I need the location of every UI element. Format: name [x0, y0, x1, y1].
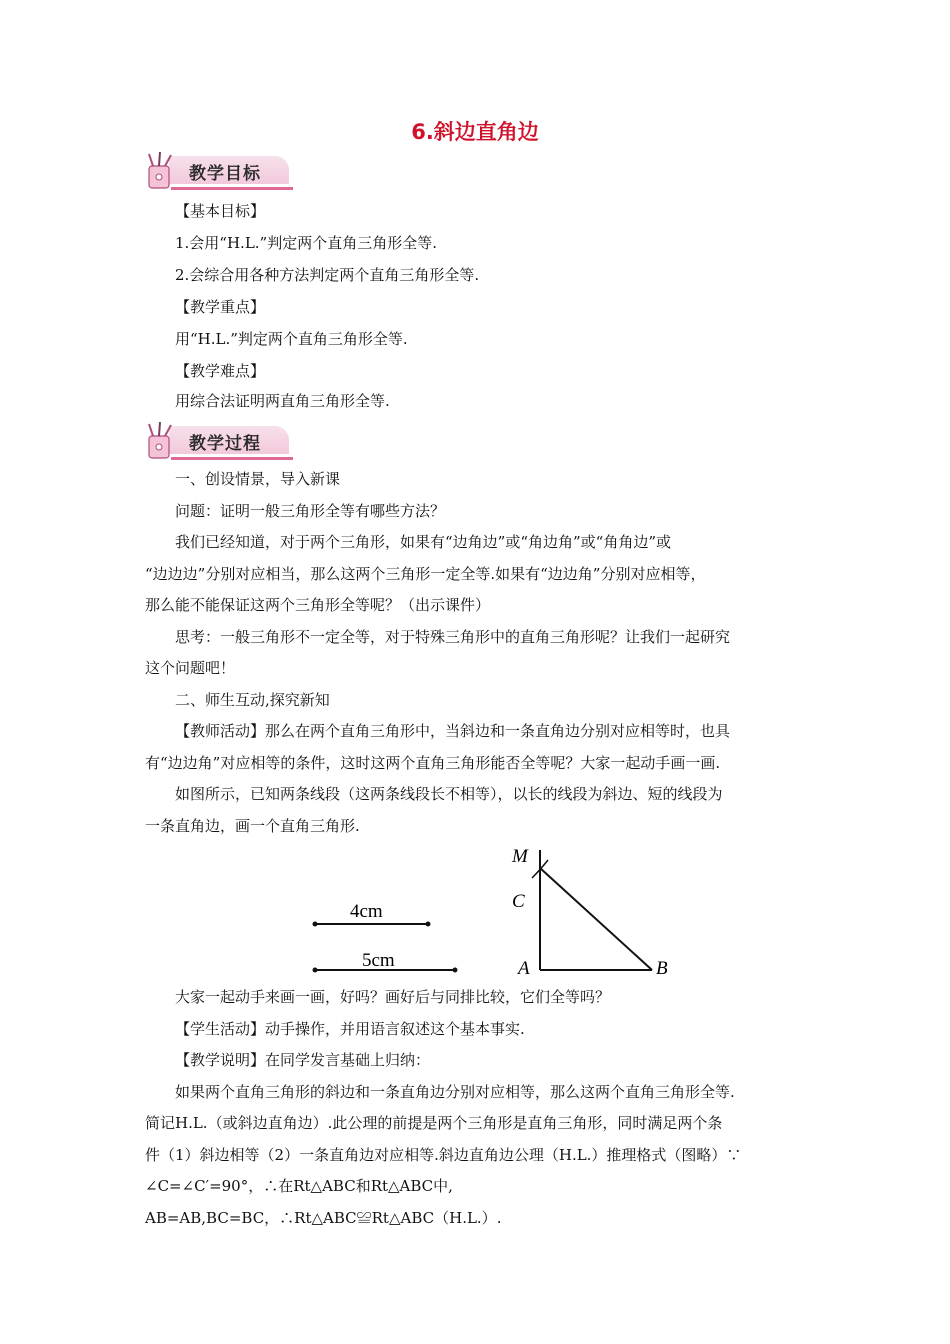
- triangle-construction-figure: [300, 840, 700, 985]
- paragraph-4-line-1: 如图所示，已知两条线段（这两条线段长不相等），以长的线段为斜边、短的线段为: [175, 785, 723, 803]
- section-banner-goals: [143, 152, 293, 192]
- paragraph-2-line-2: 这个问题吧！: [145, 659, 236, 677]
- paragraph-4-line-2: 一条直角边，画一个直角三角形.: [145, 817, 360, 835]
- section-banner-process: [143, 422, 293, 462]
- difficulty-text: 用综合法证明两直角三角形全等.: [175, 392, 390, 410]
- segment-5cm-label: 5cm: [362, 950, 395, 971]
- goal-item-2: 2.会综合用各种方法判定两个直角三角形全等.: [175, 266, 480, 284]
- key-point-text: 用“H.L.”判定两个直角三角形全等.: [175, 330, 408, 348]
- section-label-goals: 教学目标: [189, 164, 261, 184]
- paragraph-1-line-1: 我们已经知道，对于两个三角形，如果有“边角边”或“角边角”或“角角边”或: [175, 533, 672, 551]
- step2-heading: 二、师生互动,探究新知: [175, 691, 330, 709]
- paragraph-8-line-5: AB=AB,BC=BC，∴Rt△ABC≌Rt△ABC（H.L.）.: [145, 1209, 502, 1227]
- paragraph-3-line-1: 【教师活动】那么在两个直角三角形中，当斜边和一条直角边分别对应相等时，也具: [175, 722, 731, 740]
- label-a: A: [518, 958, 530, 979]
- segment-4cm-label: 4cm: [350, 901, 383, 922]
- label-m: M: [512, 846, 528, 867]
- pencil-cup-icon: [143, 152, 183, 192]
- goal-item-1: 1.会用“H.L.”判定两个直角三角形全等.: [175, 234, 437, 252]
- key-point-heading: 【教学重点】: [175, 298, 266, 316]
- paragraph-7: 【教学说明】在同学发言基础上归纳：: [175, 1051, 431, 1069]
- question-text: 问题：证明一般三角形全等有哪些方法？: [175, 502, 446, 520]
- paragraph-8-line-3: 件（1）斜边相等（2）一条直角边对应相等.斜边直角边公理（H.L.）推理格式（图略）∵: [145, 1146, 742, 1164]
- pencil-cup-icon: [143, 422, 183, 462]
- paragraph-8-line-2: 简记H.L.（或斜边直角边）.此公理的前提是两个三角形是直角三角形，同时满足两个条: [145, 1114, 723, 1132]
- page-title: 6.斜边直角边: [411, 120, 539, 144]
- difficulty-heading: 【教学难点】: [175, 362, 266, 380]
- paragraph-8-line-1: 如果两个直角三角形的斜边和一条直角边分别对应相等，那么这两个直角三角形全等.: [175, 1083, 735, 1101]
- paragraph-8-line-4: ∠C=∠C′=90°，∴在Rt△ABC和Rt△ABC中,: [145, 1177, 453, 1195]
- step1-heading: 一、创设情景，导入新课: [175, 470, 341, 488]
- paragraph-2-line-1: 思考：一般三角形不一定全等，对于特殊三角形中的直角三角形呢？让我们一起研究: [175, 628, 731, 646]
- paragraph-6: 【学生活动】动手操作，并用语言叙述这个基本事实.: [175, 1020, 525, 1038]
- label-c: C: [512, 891, 525, 912]
- basic-goal-heading: 【基本目标】: [175, 202, 266, 220]
- paragraph-3-line-2: 有“边边角”对应相等的条件，这时这两个直角三角形能否全等呢？大家一起动手画一画.: [145, 754, 721, 772]
- paragraph-5: 大家一起动手来画一画，好吗？画好后与同排比较，它们全等吗？: [175, 988, 611, 1006]
- label-b: B: [656, 958, 668, 979]
- section-label-process: 教学过程: [189, 434, 261, 454]
- hypotenuse-cb: [540, 868, 652, 970]
- paragraph-1-line-2: “边边边”分别对应相当，那么这两个三角形一定全等.如果有“边边角”分别对应相等，: [145, 565, 706, 583]
- paragraph-1-line-3: 那么能不能保证这两个三角形全等呢？（出示课件）: [145, 596, 491, 614]
